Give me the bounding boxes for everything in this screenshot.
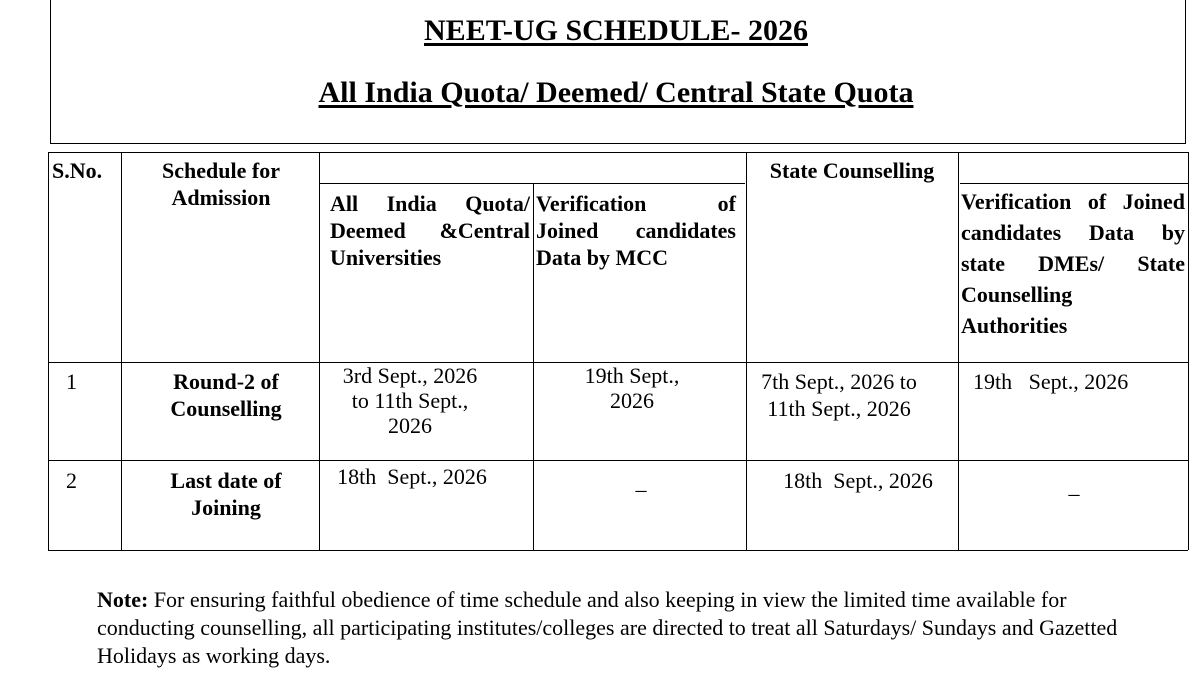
table-border-bottom [48, 550, 1188, 551]
row1-state-line: 7th Sept., 2026 to [761, 369, 917, 394]
row1-state-line: 11th Sept., 2026 [767, 396, 911, 421]
row1-aiq-line: 3rd Sept., 2026 [342, 363, 478, 388]
header-state-verif-line: candidates Data by [961, 220, 1185, 245]
table-border-right [1188, 152, 1189, 550]
row2-sno: 2 [66, 468, 77, 493]
row2-schedule-line: Joining [191, 495, 261, 520]
row2-state-counselling: 18th Sept., 2026 [783, 468, 933, 493]
table-col-divider [533, 183, 534, 362]
header-state-verif-line: Authorities [961, 313, 1068, 338]
document-title: NEET-UG SCHEDULE- 2026 [424, 14, 808, 47]
header-state-verification [961, 186, 1185, 341]
header-state-verif-line: state DMEs/ State [961, 251, 1185, 276]
header-aiq-line: Universities [330, 245, 442, 270]
header-mcc-verification [536, 190, 736, 271]
note-text: For ensuring faithful obedience of time schedule and also keeping in view the limited time available for conducting counselling, all participating institutes/colleges are directed to treat all Saturdays/ Sundays and Gazetted Holidays as working days. [97, 587, 1118, 668]
header-schedule-line: Schedule for [162, 158, 280, 183]
row1-aiq-line: 2026 [388, 413, 432, 438]
header-mcc-line: Verification of [536, 191, 736, 216]
header-schedule [124, 157, 318, 211]
row1-aiq-line: to 11th Sept., [351, 388, 469, 413]
row2-mcc-verification: _ [635, 469, 647, 494]
row1-mcc-verification [536, 363, 728, 413]
row1-state-verification: 19th Sept., 2026 [973, 369, 1129, 394]
row2-aiq: 18th Sept., 2026 [337, 464, 487, 489]
header-schedule-line: Admission [171, 185, 271, 210]
row2-state-verification: _ [1068, 473, 1080, 498]
header-state-counselling: State Counselling [769, 158, 935, 183]
table-col-divider [533, 362, 534, 550]
row1-schedule-line: Round-2 of [173, 369, 279, 394]
table-col-divider [746, 152, 747, 550]
row2-schedule [124, 467, 328, 521]
document-subtitle: All India Quota/ Deemed/ Central State Quota [318, 76, 914, 109]
row1-aiq [322, 363, 498, 438]
header-state-verif-line: Verification of Joined [961, 189, 1185, 214]
row2-schedule-line: Last date of [170, 468, 282, 493]
header-aiq-line: All India Quota/ [330, 191, 530, 216]
row1-state-counselling [749, 368, 929, 422]
table-col-divider [958, 152, 959, 550]
table-border-top [48, 152, 1188, 153]
header-mcc-line: Data by MCC [536, 245, 668, 270]
table-border-left [48, 152, 49, 550]
header-aiq-line: Deemed &Central [330, 218, 530, 243]
table-subheader-line-right [960, 183, 1188, 184]
note-label: Note: [97, 587, 149, 612]
header-mcc-line: Joined candidates [536, 218, 736, 243]
header-aiq [330, 190, 530, 271]
note-paragraph [97, 586, 1167, 670]
row1-mcc-line: 2026 [610, 388, 654, 413]
row1-schedule-line: Counselling [170, 396, 282, 421]
row1-sno: 1 [66, 369, 77, 394]
row1-mcc-line: 19th Sept., [584, 363, 680, 388]
row1-schedule [124, 368, 328, 422]
table-border-row1-bottom [48, 460, 1188, 461]
table-col-divider [121, 152, 122, 550]
header-sno: S.No. [52, 158, 103, 183]
header-state-verif-line: Counselling [961, 282, 1073, 307]
